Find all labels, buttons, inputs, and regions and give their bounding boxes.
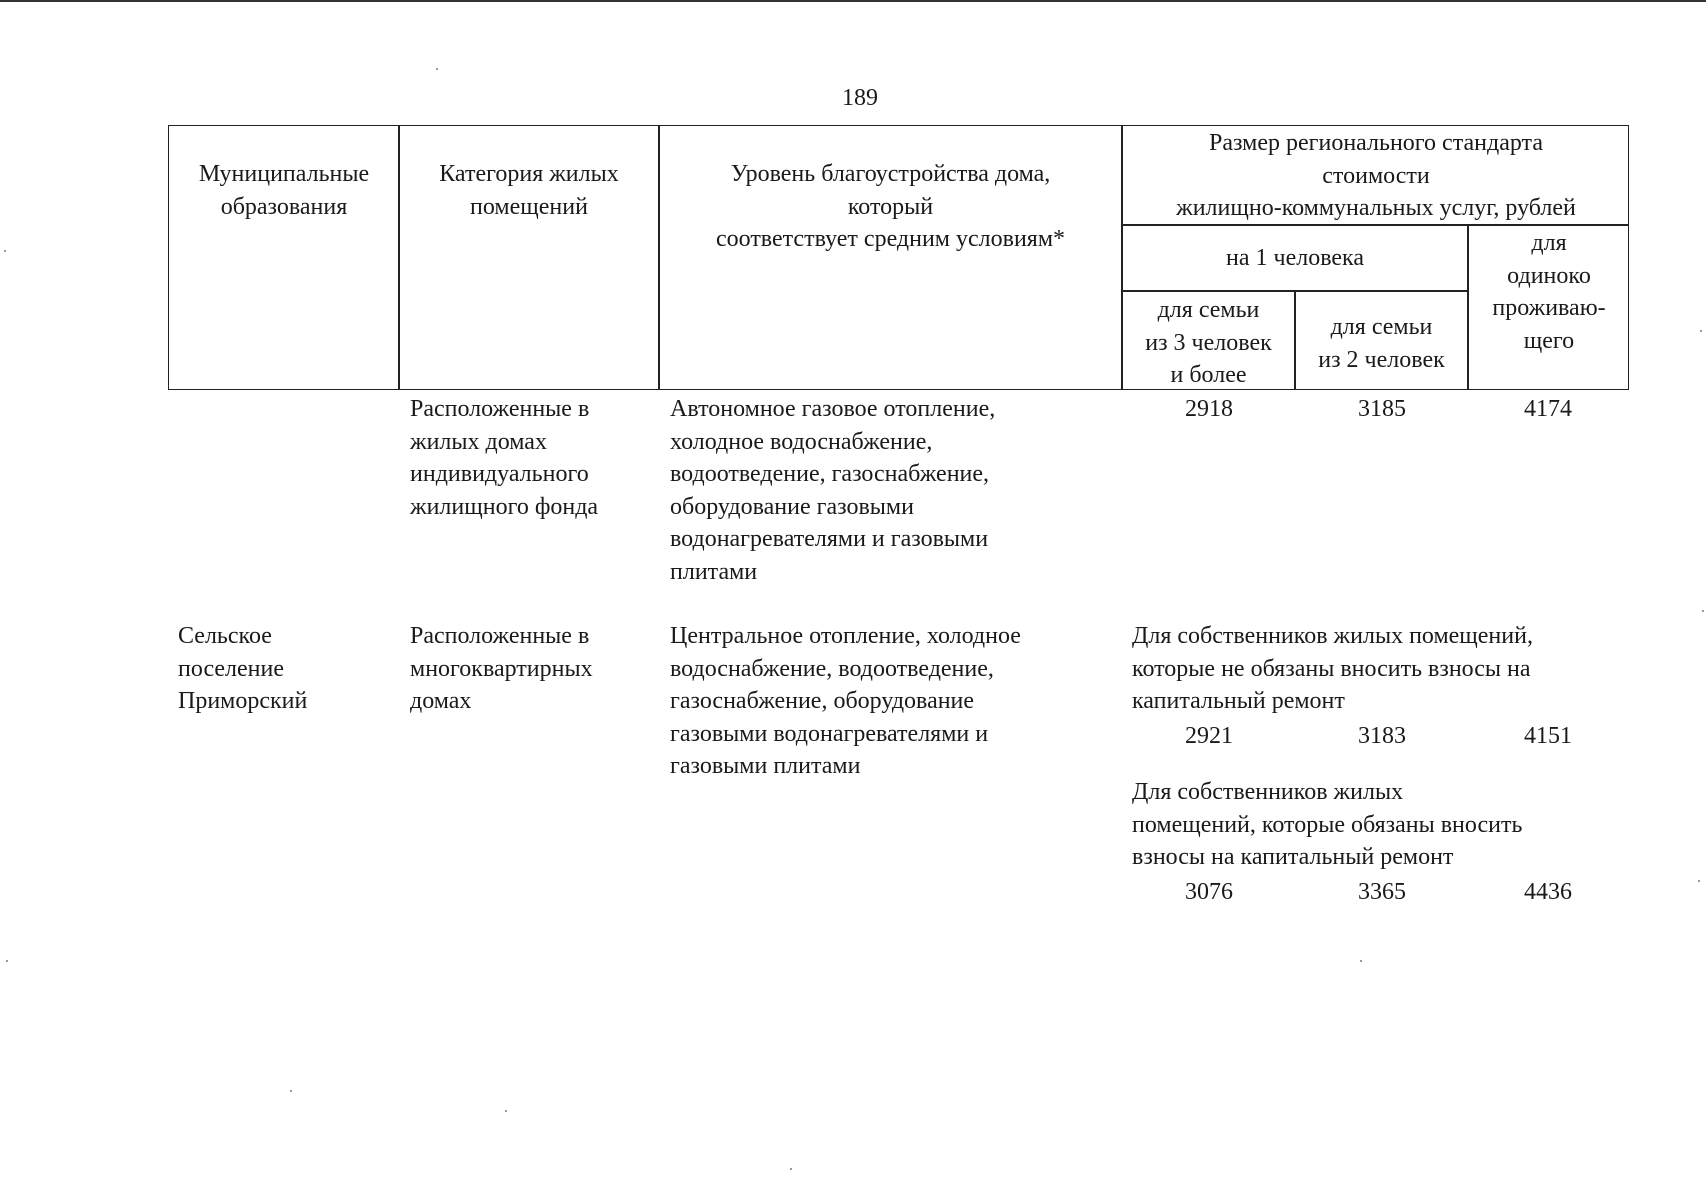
scan-speck: [1360, 960, 1362, 962]
scan-speck: [4, 250, 6, 252]
row2-municipality: Сельское поселение Приморский: [178, 623, 308, 714]
scan-speck: [1702, 610, 1704, 612]
row1-value-single: 4174: [1524, 396, 1572, 422]
row1-level: Автономное газовое отопление, холодное водоснабжение, водоотведение, газоснабжение, оборудование газовыми водонагревателями и газовыми плитами: [670, 396, 996, 585]
row2-group1-note: Для собственников жилых помещений, которые не обязаны вносить взносы на капитальный ремонт: [1132, 623, 1533, 714]
row2-group1-value-single: 4151: [1524, 723, 1572, 749]
row2-group1-value-family3: 2921: [1185, 723, 1233, 749]
row2-group2-value-family2: 3365: [1358, 879, 1406, 905]
scan-speck: [1700, 330, 1702, 332]
scan-speck: [6, 960, 8, 962]
scan-speck: [290, 1090, 292, 1092]
header-family-3: для семьи из 3 человек и более: [1145, 297, 1272, 388]
row1-value-family3: 2918: [1185, 396, 1233, 422]
scan-speck: [505, 1110, 507, 1112]
scan-speck: [790, 1168, 792, 1170]
row2-category: Расположенные в многоквартирных домах: [410, 623, 593, 714]
page-number: 189: [842, 85, 878, 111]
scan-top-edge: [0, 0, 1706, 2]
row1-value-family2: 3185: [1358, 396, 1406, 422]
row2-group2-value-single: 4436: [1524, 879, 1572, 905]
row1-category: Расположенные в жилых домах индивидуального жилищного фонда: [410, 396, 599, 520]
header-family-2: для семьи из 2 человек: [1318, 314, 1445, 373]
scan-speck: [436, 68, 438, 70]
scan-speck: [1698, 880, 1700, 882]
header-per-person: на 1 человека: [1226, 245, 1364, 271]
row2-level: Центральное отопление, холодное водоснабжение, водоотведение, газоснабжение, оборудование газовыми водонагревателями и газовыми плитами: [670, 623, 1021, 779]
row2-group1-value-family2: 3183: [1358, 723, 1406, 749]
header-single: для одиноко проживаю- щего: [1492, 230, 1606, 354]
header-standard: Размер регионального стандарта стоимости жилищно-коммунальных услуг, рублей: [1176, 130, 1576, 221]
row2-group2-value-family3: 3076: [1185, 879, 1233, 905]
header-municipality: Муниципальные образования: [198, 161, 370, 220]
header-category: Категория жилых помещений: [439, 161, 619, 220]
row2-group2-note: Для собственников жилых помещений, которые обязаны вносить взносы на капитальный ремонт: [1132, 779, 1523, 870]
header-level: Уровень благоустройства дома, который соответствует средним условиям*: [715, 161, 1066, 252]
